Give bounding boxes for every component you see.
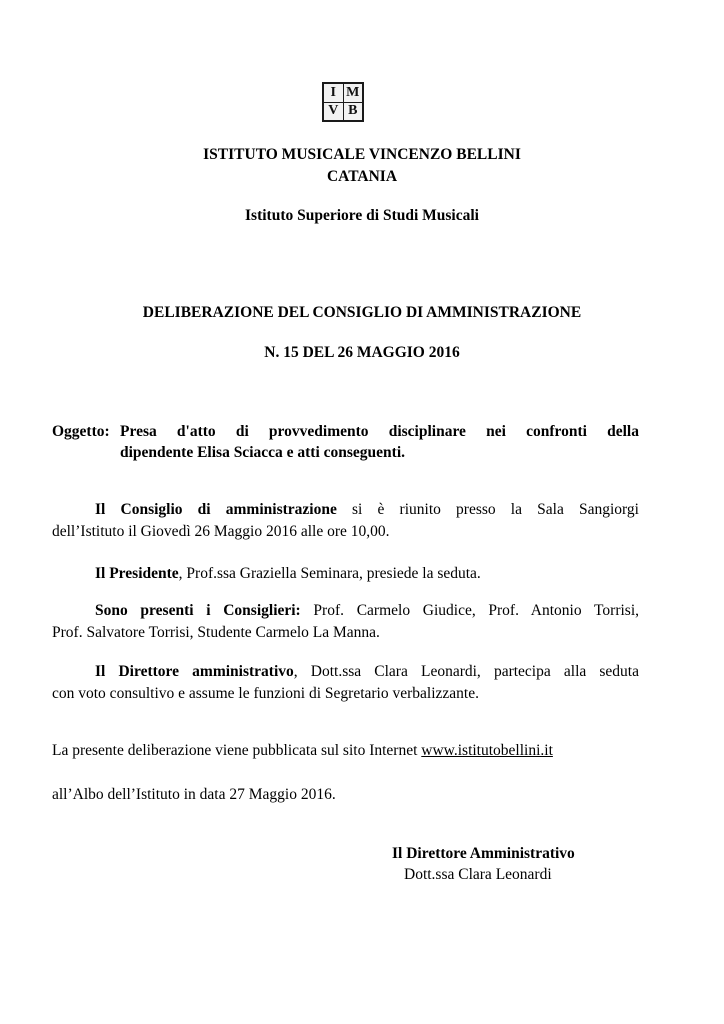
signature-block (392, 843, 575, 885)
subject-line-2: dipendente Elisa Sciacca e atti conseguenti. (120, 444, 406, 461)
logo-letter: M (344, 84, 363, 102)
subject-label: Oggetto: (52, 423, 110, 440)
logo-letter: B (344, 103, 363, 121)
councillors-label: Sono presenti i Consiglieri: (95, 602, 301, 619)
director-text-2: con voto consultivo e assume le funzioni di Segretario verbalizzante. (52, 684, 479, 702)
councillors-text-2: Prof. Salvatore Torrisi, Studente Carmelo La Manna. (52, 623, 380, 641)
council-label: Il Consiglio di amministrazione (95, 501, 337, 518)
council-text: si è riunito presso la Sala Sangiorgi (336, 501, 639, 518)
logo-letter: V (324, 103, 343, 121)
subject-line-1: Presa d'atto di provvedimento disciplinare nei confronti della (120, 423, 639, 440)
albo-line: all’Albo dell’Istituto in data 27 Maggio 2016. (52, 786, 336, 803)
paragraph-president (52, 563, 639, 585)
signature-name: Dott.ssa Clara Leonardi (404, 866, 552, 883)
institute-subtitle: Istituto Superiore di Studi Musicali (245, 207, 479, 224)
councillors-text: Prof. Carmelo Giudice, Prof. Antonio Torrisi, (300, 602, 640, 619)
logo-letter: I (324, 84, 343, 102)
subject-block (52, 421, 639, 463)
website-link[interactable]: www.istitutobellini.it (421, 742, 553, 759)
paragraph-council (52, 499, 639, 542)
president-text: , Prof.ssa Graziella Seminara, presiede la seduta. (178, 565, 481, 582)
director-text: , Dott.ssa Clara Leonardi, partecipa alla seduta (293, 663, 639, 680)
signature-role: Il Direttore Amministrativo (392, 845, 575, 862)
deliberation-number: N. 15 DEL 26 MAGGIO 2016 (264, 344, 460, 361)
director-label: Il Direttore amministrativo (95, 663, 294, 680)
institute-logo (322, 82, 364, 122)
institute-name: ISTITUTO MUSICALE VINCENZO BELLINI (203, 146, 521, 163)
deliberation-title: DELIBERAZIONE DEL CONSIGLIO DI AMMINISTRAZIONE (142, 304, 582, 321)
council-text-2: dell’Istituto il Giovedì 26 Maggio 2016 alle ore 10,00. (52, 522, 390, 540)
president-label: Il Presidente (95, 565, 179, 582)
institute-city: CATANIA (326, 168, 398, 185)
paragraph-director (52, 661, 639, 704)
paragraph-councillors (52, 600, 639, 643)
publication-text: La presente deliberazione viene pubblicata sul sito Internet (52, 742, 422, 759)
publication-line (52, 742, 553, 760)
